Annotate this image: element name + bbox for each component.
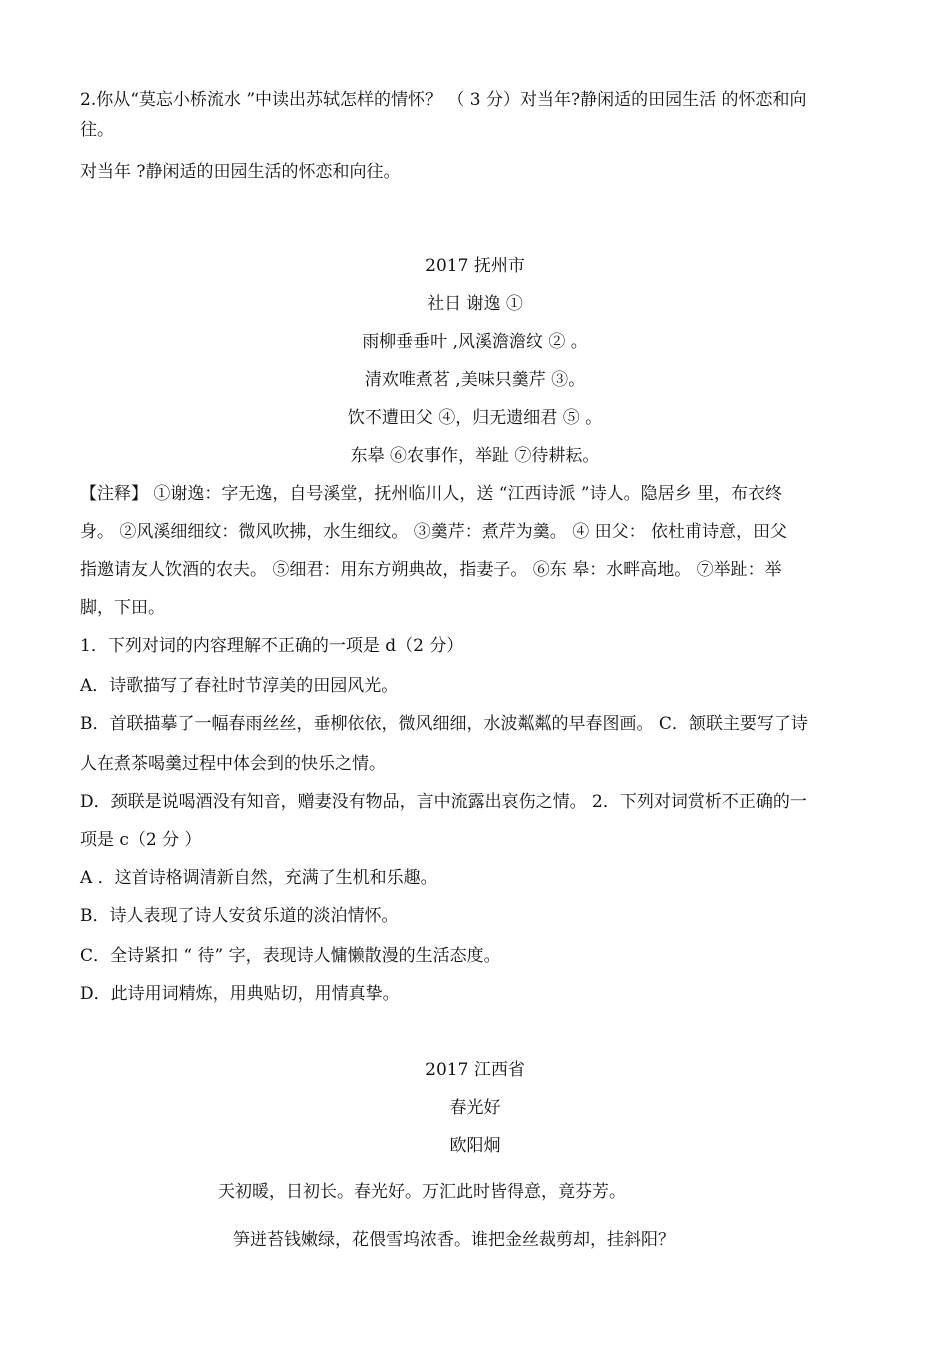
poem-title-sheri: 社日 谢逸 ① [427, 294, 523, 314]
poem-line: 东皋 ⑥农事作，举趾 ⑦待耕耘。 [350, 446, 600, 466]
poem-line: 饮不遭田父 ④，归无遗细君 ⑤ 。 [347, 408, 603, 428]
option-line: A．诗歌描写了春社时节淳美的田园风光。 [80, 676, 399, 696]
poem-line: 清欢唯煮茗 ,美味只羹芹 ③。 [364, 370, 586, 390]
section-heading-jiangxi: 2017 江西省 [425, 1060, 525, 1080]
question-line: 项是 c（2 分 ） [80, 830, 202, 850]
option-line: C．全诗紧扣 “ 待” 字，表现诗人慵懒散漫的生活态度。 [80, 946, 501, 966]
poem-title-chunguanghao: 春光好 [449, 1098, 501, 1118]
option-line: D．此诗用词精炼，用典贴切，用情真挚。 [80, 984, 400, 1004]
notes-line: 脚，下田。 [80, 598, 165, 618]
notes-line: 【注释】 ①谢逸：字无逸，自号溪堂，抚州临川人，送 “江西诗派 ”诗人。隐居乡 里，布衣终 [80, 484, 782, 504]
question-line: 1．下列对词的内容理解不正确的一项是 d（2 分） [80, 636, 464, 656]
option-line: B．诗人表现了诗人安贫乐道的淡泊情怀。 [80, 906, 399, 926]
poem-line: 雨柳垂垂叶 ,风溪澹澹纹 ② 。 [362, 332, 588, 352]
option-line: A ．这首诗格调清新自然，充满了生机和乐趣。 [80, 868, 438, 888]
poem-line: 笋迸苔钱嫩绿，花偎雪坞浓香。谁把金丝裁剪却，挂斜阳？ [233, 1230, 675, 1250]
poem-author: 欧阳炯 [449, 1136, 501, 1156]
question-2-line-2: 往。 [80, 120, 114, 140]
section-heading-fuzhou: 2017 抚州市 [425, 256, 525, 276]
question-2-answer: 对当年 ?静闲适的田园生活的怀恋和向往。 [80, 162, 401, 182]
poem-line: 天初暖，日初长。春光好。万汇此时皆得意，竟芬芳。 [218, 1182, 626, 1202]
option-line: 人在煮茶喝羹过程中体会到的快乐之情。 [80, 754, 386, 774]
option-line: B．首联描摹了一幅春雨丝丝，垂柳依依，微风细细，水波粼粼的早春图画。 C．颔联主要写了诗 [80, 714, 808, 734]
question-2-line-1: 2.你从“莫忘小桥流水 ”中读出苏轼怎样的情怀？ （ 3 分）对当年?静闲适的田园生活 的怀恋和向 [80, 90, 807, 110]
notes-line: 身。 ②风溪细细纹：微风吹拂，水生细纹。 ③羹芹：煮芹为羹。 ④ 田父： 依杜甫诗意，田父 [80, 522, 788, 542]
notes-line: 指邀请友人饮酒的农夫。 ⑤细君：用东方朔典故，指妻子。 ⑥东 皋：水畔高地。 ⑦举趾：举 [80, 560, 782, 580]
option-line: D．颈联是说喝酒没有知音，赠妻没有物品，言中流露出哀伤之情。 2．下列对词赏析不正确的一 [80, 792, 807, 812]
